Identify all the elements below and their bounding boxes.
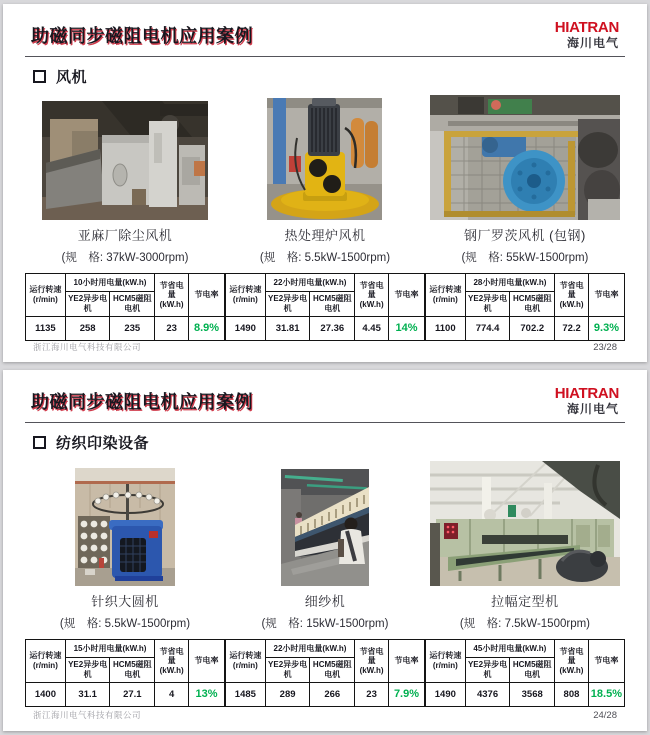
square-bullet-icon — [33, 70, 46, 83]
case-spec: (规 格: 15kW-1500rpm) — [261, 618, 389, 630]
saving-header: 节省电量 (kW.h) — [155, 274, 189, 317]
usage-header: 28小时用电量(kW.h) — [465, 274, 554, 292]
case-card — [225, 460, 425, 707]
ye2-header: YE2异步电机 — [65, 658, 110, 683]
saving-header: 节省电量 (kW.h) — [555, 640, 589, 683]
usage-header: 22小时用电量(kW.h) — [265, 274, 354, 292]
case-spec: (规 格: 55kW-1500rpm) — [461, 252, 589, 264]
section-title: 纺织印染设备 — [56, 435, 150, 452]
saving-value: 23 — [155, 317, 189, 341]
case-row — [25, 460, 625, 707]
company-name: 浙江海川电气科技有限公司 — [33, 710, 142, 720]
energy-saving-table — [425, 273, 625, 341]
speed-value: 1400 — [26, 683, 66, 707]
case-row — [25, 94, 625, 341]
logo-brand-text: HIATRAN — [554, 385, 619, 402]
ye2-value: 4376 — [465, 683, 510, 707]
saving-value: 4.45 — [355, 317, 389, 341]
energy-saving-table — [225, 639, 425, 707]
energy-saving-table — [25, 273, 225, 341]
slide-header — [25, 380, 625, 415]
page-number: 24/28 — [593, 710, 617, 721]
usage-header: 45小时用电量(kW.h) — [465, 640, 554, 658]
hcm5-header: HCM5磁阻电机 — [510, 658, 555, 683]
case-spec: (规 格: 37kW-3000rpm) — [61, 252, 189, 264]
ye2-value: 31.1 — [65, 683, 110, 707]
case-card — [25, 460, 225, 707]
rate-header: 节电率 — [189, 640, 225, 683]
ye2-header: YE2异步电机 — [465, 658, 510, 683]
slide-title: 助磁同步磁阻电机应用案例 — [31, 392, 253, 412]
case-name: 亚麻厂除尘风机 — [77, 228, 173, 243]
case-name: 针织大圆机 — [91, 594, 159, 609]
ye2-header: YE2异步电机 — [265, 658, 310, 683]
rate-value: 9.3% — [589, 317, 625, 341]
hcm5-value: 266 — [310, 683, 355, 707]
hcm5-header: HCM5磁阻电机 — [310, 658, 355, 683]
photo-dust-collector-fan — [42, 94, 208, 220]
header-divider — [25, 56, 625, 57]
speed-header: 运行转速 (r/min) — [225, 640, 265, 683]
hcm5-value: 702.2 — [510, 317, 555, 341]
case-name: 热处理炉风机 — [284, 228, 366, 243]
saving-value: 23 — [355, 683, 389, 707]
hcm5-header: HCM5磁阻电机 — [510, 292, 555, 317]
case-spec: (规 格: 5.5kW-1500rpm) — [259, 252, 391, 264]
ye2-header: YE2异步电机 — [65, 292, 110, 317]
slide-header — [25, 14, 625, 49]
hcm5-value: 235 — [110, 317, 155, 341]
energy-saving-table — [25, 639, 225, 707]
rate-value: 7.9% — [389, 683, 425, 707]
section-title: 风机 — [56, 69, 88, 86]
energy-saving-table — [225, 273, 425, 341]
speed-value: 1490 — [225, 317, 265, 341]
rate-value: 14% — [389, 317, 425, 341]
hiatran-logo — [555, 386, 619, 415]
logo-company-text: 海川电气 — [566, 36, 619, 50]
slide-fans — [3, 4, 647, 362]
rate-value: 13% — [189, 683, 225, 707]
saving-header: 节省电量 (kW.h) — [155, 640, 189, 683]
section-header — [33, 432, 625, 453]
ye2-header: YE2异步电机 — [465, 292, 510, 317]
case-name: 细纱机 — [304, 594, 346, 609]
slide-footer — [25, 341, 625, 355]
saving-value: 72.2 — [555, 317, 589, 341]
slide-textile — [3, 370, 647, 731]
saving-header: 节省电量 (kW.h) — [355, 274, 389, 317]
speed-header: 运行转速 (r/min) — [225, 274, 265, 317]
logo-brand-text: HIATRAN — [554, 19, 619, 36]
rate-header: 节电率 — [189, 274, 225, 317]
hcm5-value: 27.1 — [110, 683, 155, 707]
case-spec: (规 格: 5.5kW-1500rpm) — [59, 618, 191, 630]
case-card — [225, 94, 425, 341]
page-number: 23/28 — [593, 342, 617, 353]
ye2-value: 774.4 — [465, 317, 510, 341]
saving-header: 节省电量 (kW.h) — [555, 274, 589, 317]
rate-header: 节电率 — [588, 640, 624, 683]
photo-heat-treatment-furnace-fan — [267, 94, 382, 220]
speed-value: 1135 — [26, 317, 66, 341]
hcm5-header: HCM5磁阻电机 — [110, 658, 155, 683]
photo-roots-blower — [430, 94, 620, 220]
speed-value: 1100 — [425, 317, 465, 341]
case-spec: (规 格: 7.5kW-1500rpm) — [459, 618, 590, 630]
speed-header: 运行转速 (r/min) — [26, 274, 66, 317]
hcm5-header: HCM5磁阻电机 — [110, 292, 155, 317]
ye2-value: 289 — [265, 683, 310, 707]
photo-spinning-frame — [281, 460, 369, 586]
section-header — [33, 66, 625, 87]
energy-saving-table — [425, 639, 625, 707]
rate-header: 节电率 — [389, 274, 425, 317]
hiatran-logo — [555, 20, 619, 49]
rate-header: 节电率 — [389, 640, 425, 683]
rate-value: 18.5% — [588, 683, 624, 707]
rate-header: 节电率 — [589, 274, 625, 317]
slide-title: 助磁同步磁阻电机应用案例 — [31, 26, 253, 46]
speed-header: 运行转速 (r/min) — [425, 640, 465, 683]
case-card — [425, 94, 625, 341]
case-card — [25, 94, 225, 341]
photo-circular-knitting-machine — [75, 460, 175, 586]
case-name: 钢厂罗茨风机 (包钢) — [464, 228, 586, 243]
hcm5-header: HCM5磁阻电机 — [310, 292, 355, 317]
usage-header: 10小时用电量(kW.h) — [65, 274, 154, 292]
logo-company-text: 海川电气 — [566, 402, 619, 416]
ye2-value: 31.81 — [265, 317, 310, 341]
photo-stenter-machine — [430, 460, 620, 586]
rate-value: 8.9% — [189, 317, 225, 341]
hcm5-value: 3568 — [510, 683, 555, 707]
speed-value: 1485 — [225, 683, 265, 707]
speed-value: 1490 — [425, 683, 465, 707]
square-bullet-icon — [33, 436, 46, 449]
speed-header: 运行转速 (r/min) — [425, 274, 465, 317]
case-name: 拉幅定型机 — [491, 594, 559, 609]
company-name: 浙江海川电气科技有限公司 — [33, 342, 142, 352]
saving-value: 4 — [155, 683, 189, 707]
speed-header: 运行转速 (r/min) — [26, 640, 66, 683]
ye2-value: 258 — [65, 317, 110, 341]
saving-header: 节省电量 (kW.h) — [355, 640, 389, 683]
ye2-header: YE2异步电机 — [265, 292, 310, 317]
saving-value: 808 — [555, 683, 589, 707]
usage-header: 15小时用电量(kW.h) — [65, 640, 154, 658]
usage-header: 22小时用电量(kW.h) — [265, 640, 354, 658]
hcm5-value: 27.36 — [310, 317, 355, 341]
header-divider — [25, 422, 625, 423]
slide-footer — [25, 709, 625, 723]
case-card — [425, 460, 625, 707]
